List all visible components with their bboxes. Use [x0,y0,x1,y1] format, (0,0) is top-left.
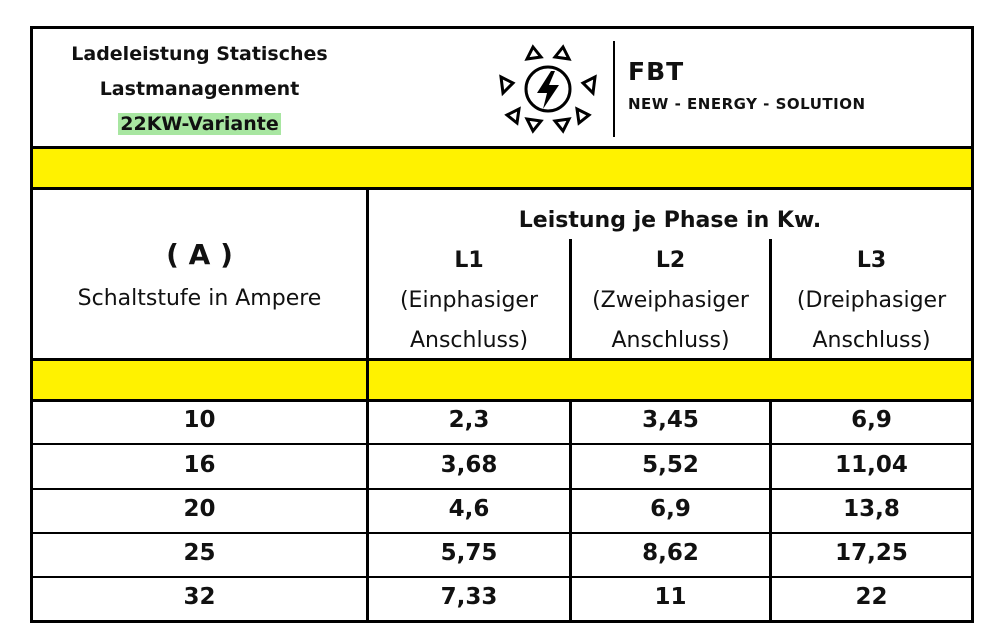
l3-cell: 22 [855,584,888,610]
l2-cell: 6,9 [650,496,691,522]
phase-desc: Anschluss) [409,328,529,353]
power-group-label: Leistung je Phase in Kw. [518,208,822,233]
yellow-band-middle [33,361,971,399]
l3-cell: 13,8 [843,496,900,522]
row-divider [33,488,971,490]
l1-cell: 3,68 [440,452,498,478]
l1-cell: 5,75 [440,540,498,566]
yellow-band-top [33,149,971,187]
ampere-cell: 32 [183,584,216,610]
divider [33,187,971,190]
load-table [30,26,974,623]
l3-cell: 11,04 [835,452,908,478]
ampere-label: Schaltstufe in Ampere [77,286,322,311]
l1-cell: 7,33 [440,584,498,610]
phase-desc: Anschluss) [611,328,730,353]
ampere-cell: 25 [183,540,216,566]
l3-cell: 17,25 [835,540,908,566]
ampere-cell: 16 [183,452,216,478]
phase-desc: (Zweiphasiger [592,288,749,313]
phase-header-l3 [772,241,971,361]
phase-header-l1 [369,241,569,361]
row-divider [33,532,971,534]
phase-header-l2 [572,241,769,361]
phase-name: L2 [655,248,686,273]
l1-cell: 4,6 [448,496,490,522]
phase-name: L1 [454,248,484,273]
variant-label: 22KW-Variante [120,113,279,135]
phase-desc: (Einphasiger [399,288,539,313]
title-line-1: Ladeleistung Statisches [71,43,328,65]
logo-divider [613,41,615,137]
l2-cell: 11 [654,584,687,610]
l3-cell: 6,9 [851,407,892,433]
phase-desc: (Dreiphasiger [796,288,947,313]
logo-name: FBT [628,57,685,86]
ampere-cell: 20 [183,496,216,522]
logo-tagline: NEW - ENERGY - SOLUTION [628,95,866,113]
l1-cell: 2,3 [448,407,490,433]
l2-cell: 5,52 [642,452,699,478]
l2-cell: 8,62 [642,540,699,566]
ampere-symbol: ( A ) [166,238,233,271]
row-divider [33,443,971,445]
row-divider [33,576,971,578]
title-line-2: Lastmanagenment [99,78,300,100]
fbt-logo [493,35,913,143]
sun-lightning-icon [493,35,603,143]
divider [33,399,971,402]
divider [33,146,971,149]
phase-name: L3 [856,248,887,273]
phase-desc: Anschluss) [812,328,931,353]
ampere-cell: 10 [183,407,216,433]
title-block [33,37,366,142]
l2-cell: 3,45 [642,407,699,433]
